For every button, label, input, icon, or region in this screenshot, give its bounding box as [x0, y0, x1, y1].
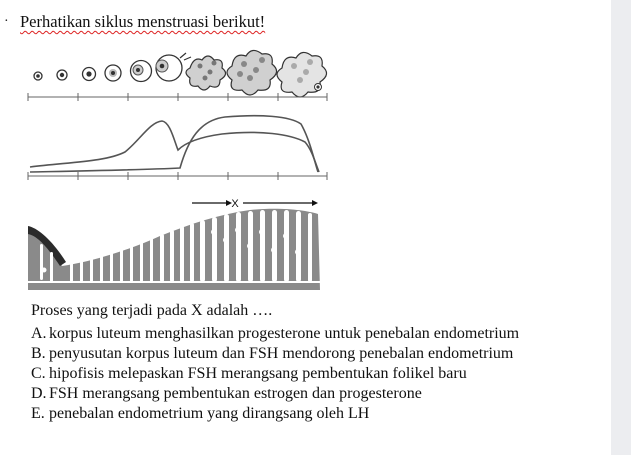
- ovary-follicle-stages: [34, 50, 327, 97]
- endometrium-layer: [28, 209, 320, 290]
- hormone-curves: [30, 116, 319, 172]
- option-d[interactable]: [31, 384, 519, 404]
- option-letter: D.: [31, 385, 47, 402]
- option-letter: E.: [31, 405, 45, 422]
- estrogen-curve: [30, 121, 319, 172]
- x-label: X: [231, 198, 239, 210]
- option-letter: A.: [31, 325, 47, 342]
- option-letter: C.: [31, 365, 46, 382]
- option-text: penyusutan korpus luteum dan FSH mendorong penebalan endometrium: [49, 345, 514, 362]
- option-e[interactable]: [31, 404, 519, 424]
- option-letter: B.: [31, 345, 46, 362]
- option-a[interactable]: [31, 324, 519, 344]
- right-scroll-panel: [611, 0, 631, 455]
- option-text: penebalan endometrium yang dirangsang oleh LH: [49, 405, 370, 422]
- option-text: korpus luteum menghasilkan progesterone untuk penebalan endometrium: [49, 325, 520, 342]
- timeline-axis-top: [28, 93, 327, 101]
- question-stem: Proses yang terjadi pada X adalah ….: [31, 302, 273, 319]
- question-title: Perhatikan siklus menstruasi berikut!: [20, 12, 266, 31]
- timeline-axis-middle: [28, 172, 327, 180]
- list-bullet: ·: [4, 14, 9, 29]
- option-text: FSH merangsang pembentukan estrogen dan progesterone: [49, 385, 422, 402]
- progesterone-curve: [30, 116, 318, 172]
- x-phase-arrow: [192, 198, 318, 210]
- option-b[interactable]: [31, 344, 519, 364]
- option-c[interactable]: [31, 364, 519, 384]
- answer-options: [31, 324, 519, 424]
- option-text: hipofisis melepaskan FSH merangsang pembentukan folikel baru: [49, 365, 467, 382]
